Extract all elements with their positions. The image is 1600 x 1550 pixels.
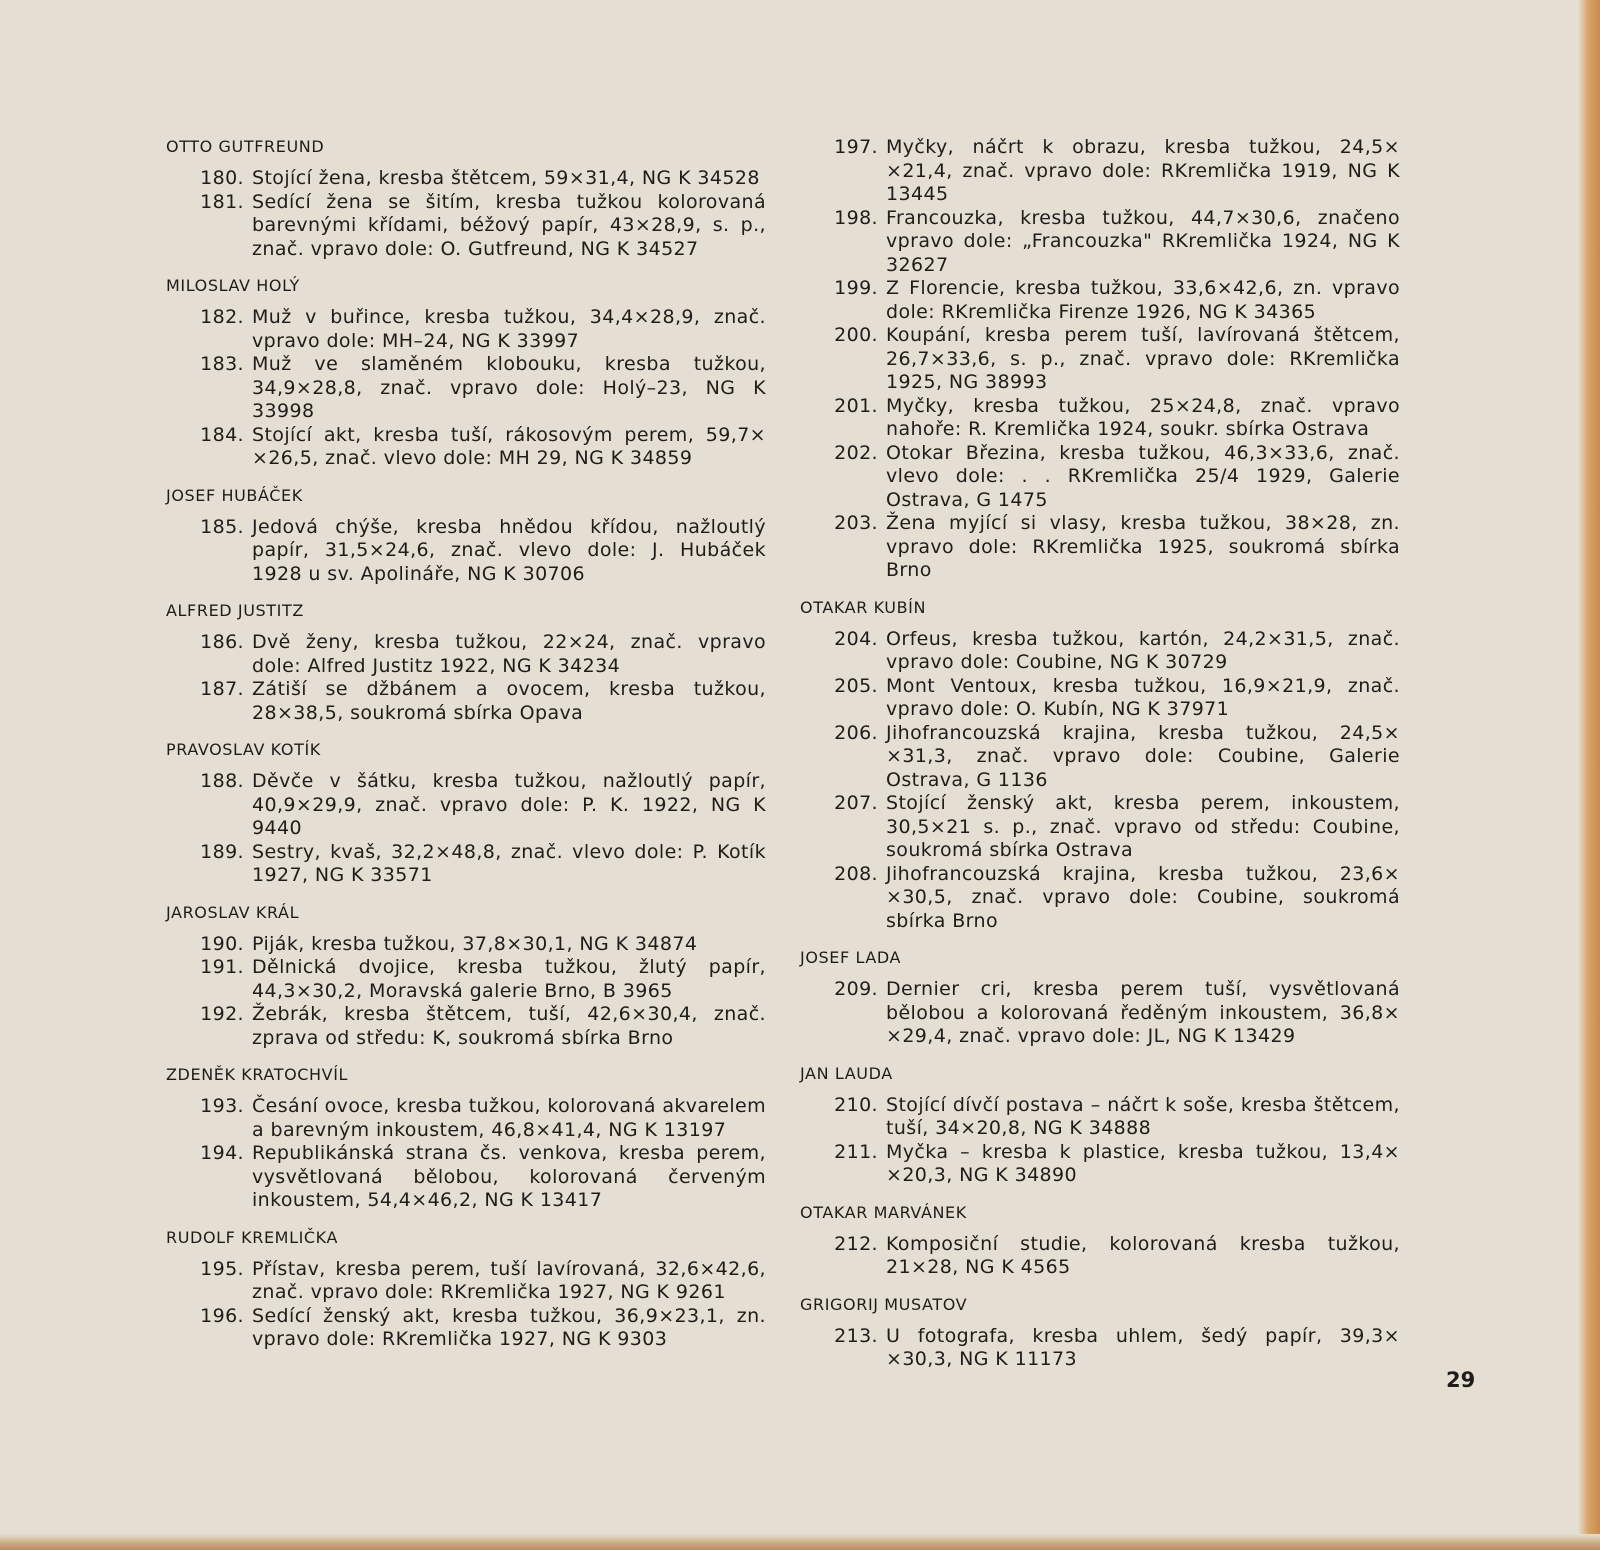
artist-section: [800, 136, 1400, 583]
entry-description: Dvě ženy, kresba tužkou, 22×24, znač. vpravo dole: Alfred Justitz 1922, NG K 34234: [252, 631, 766, 677]
artist-heading: OTAKAR MARVÁNEK: [800, 1202, 967, 1222]
catalog-entry: [800, 512, 1400, 583]
catalog-entry: [166, 956, 766, 1003]
entry-number: 191.: [200, 956, 244, 978]
artist-section: [800, 947, 1400, 1049]
catalog-column-right: [800, 136, 1400, 1386]
entry-description: Žena myjící si vlasy, kresba tužkou, 38×28, zn. vpravo dole: RKremlička 1925, soukromá sbírka Brno: [886, 512, 1400, 581]
entry-number: 203.: [834, 512, 878, 534]
entry-number: 182.: [200, 306, 244, 328]
entry-description: Zátiší se džbánem a ovocem, kresba tužkou, 28×38,5, soukromá sbírka Opava: [252, 678, 766, 724]
artist-section: [166, 136, 766, 261]
catalog-entry: [166, 770, 766, 841]
entry-description: Česání ovoce, kresba tužkou, kolorovaná akvarelem a barevným inkoustem, 46,8×41,4, NG K 13197: [252, 1095, 767, 1141]
catalog-entry: [800, 442, 1400, 513]
entry-description: Jihofrancouzská krajina, kresba tužkou, 23,6× ×30,5, znač. vpravo dole: Coubine, soukromá sbírka Brno: [886, 862, 1400, 932]
entry-description: Dělnická dvojice, kresba tužkou, žlutý papír, 44,3×30,2, Moravská galerie Brno, B 3965: [252, 956, 766, 1002]
entry-number: 197.: [834, 136, 878, 158]
artist-section: [166, 1064, 766, 1213]
entry-description: Děvče v šátku, kresba tužkou, nažloutlý papír, 40,9×29,9, znač. vpravo dole: P. K. 1922, NG K 9440: [252, 770, 766, 839]
catalog-entry: [166, 1095, 766, 1142]
catalog-entry: [800, 324, 1400, 395]
artist-section: [800, 597, 1400, 934]
catalog-entry: [166, 1305, 766, 1352]
entry-description: Muž v buřince, kresba tužkou, 34,4×28,9, znač. vpravo dole: MH–24, NG K 33997: [252, 306, 766, 352]
entry-description: Francouzka, kresba tužkou, 44,7×30,6, značeno vpravo dole: „Francouzka" RKremlička 1924, NG K 32627: [886, 206, 1400, 276]
artist-heading: JOSEF HUBÁČEK: [166, 485, 303, 505]
catalog-entry: [166, 167, 766, 191]
artist-heading: MILOSLAV HOLÝ: [166, 276, 300, 295]
entry-description: Stojící dívčí postava – náčrt k soše, kresba štětcem, tuší, 34×20,8, NG K 34888: [886, 1093, 1400, 1139]
catalog-entry: [800, 675, 1400, 722]
catalog-entry: [800, 277, 1400, 324]
artist-heading: GRIGORIJ MUSATOV: [800, 1294, 968, 1314]
entry-description: Z Florencie, kresba tužkou, 33,6×42,6, zn. vpravo dole: RKremlička Firenze 1926, NG K 34365: [886, 277, 1400, 323]
artist-heading: RUDOLF KREMLIČKA: [166, 1227, 339, 1247]
artist-heading: OTAKAR KUBÍN: [800, 597, 927, 617]
catalog-entry: [800, 1094, 1400, 1141]
entry-description: Přístav, kresba perem, tuší lavírovaná, 32,6×42,6, znač. vpravo dole: RKremlička 1927, NG K 9261: [252, 1257, 766, 1303]
page-number: 29: [1446, 1368, 1476, 1392]
catalog-entry: [166, 1003, 766, 1050]
entry-description: Stojící žena, kresba štětcem, 59×31,4, NG K 34528: [252, 167, 760, 189]
catalog-entry: [166, 631, 766, 678]
entry-number: 199.: [834, 277, 878, 299]
catalog-entry: [166, 1142, 766, 1213]
entry-number: 210.: [834, 1093, 878, 1116]
catalog-entry: [800, 207, 1400, 278]
entry-description: Komposiční studie, kolorovaná kresba tužkou, 21×28, NG K 4565: [886, 1232, 1400, 1278]
entry-number: 201.: [834, 394, 878, 417]
catalog-entry: [166, 678, 766, 725]
entry-number: 205.: [834, 674, 878, 697]
entry-description: Sedící ženský akt, kresba tužkou, 36,9×23,1, zn. vpravo dole: RKremlička 1927, NG K 9303: [252, 1304, 766, 1350]
catalog-entry: [800, 1325, 1400, 1372]
catalog-column-left: [166, 136, 766, 1366]
artist-section: [166, 600, 766, 725]
entry-description: Stojící akt, kresba tuší, rákosovým perem, 59,7× ×26,5, znač. vlevo dole: MH 29, NG K 34859: [252, 423, 766, 469]
catalog-entry: [800, 136, 1400, 207]
entry-number: 213.: [834, 1324, 878, 1347]
entry-number: 180.: [200, 167, 244, 189]
catalog-entry: [166, 1258, 766, 1305]
entry-number: 188.: [200, 770, 244, 792]
entry-number: 186.: [200, 631, 244, 653]
catalog-entry: [166, 516, 766, 587]
artist-heading: PRAVOSLAV KOTÍK: [166, 740, 321, 759]
entry-number: 185.: [200, 515, 244, 538]
entry-number: 192.: [200, 1003, 244, 1025]
catalog-entry: [800, 978, 1400, 1049]
page-edge-right: [1578, 0, 1600, 1550]
entry-number: 181.: [200, 190, 244, 213]
entry-number: 211.: [834, 1140, 878, 1163]
entry-description: Orfeus, kresba tužkou, kartón, 24,2×31,5, znač. vpravo dole: Coubine, NG K 30729: [886, 627, 1400, 673]
entry-description: Myčky, kresba tužkou, 25×24,8, znač. vpravo nahoře: R. Kremlička 1924, soukr. sbírka Ostrava: [886, 394, 1400, 440]
catalog-entry: [800, 1233, 1400, 1280]
entry-description: Piják, kresba tužkou, 37,8×30,1, NG K 34874: [252, 932, 698, 955]
entry-description: Myčky, náčrt k obrazu, kresba tužkou, 24,5× ×21,4, znač. vpravo dole: RKremlička 1919, NG K 13445: [886, 136, 1400, 205]
entry-description: Koupání, kresba perem tuší, lavírovaná štětcem, 26,7×33,6, s. p., znač. vpravo dole: RKremlička 1925, NG 38993: [886, 324, 1400, 393]
entry-number: 194.: [200, 1142, 244, 1164]
entry-number: 198.: [834, 206, 878, 229]
entry-number: 195.: [200, 1257, 244, 1280]
entry-description: Myčka – kresba k plastice, kresba tužkou, 13,4× ×20,3, NG K 34890: [886, 1140, 1400, 1186]
entry-number: 207.: [834, 792, 878, 814]
entry-number: 208.: [834, 862, 878, 885]
entry-number: 183.: [200, 353, 244, 375]
entry-description: Jedová chýše, kresba hnědou křídou, nažloutlý papír, 31,5×24,6, znač. vlevo dole: J. Hubáček 1928 u sv. Apolináře, NG K 30706: [252, 515, 766, 585]
entry-number: 184.: [200, 423, 244, 446]
entry-description: Jihofrancouzská krajina, kresba tužkou, 24,5× ×31,3, znač. vpravo dole: Coubine, Galerie Ostrava, G 1136: [886, 721, 1400, 791]
artist-section: [166, 275, 766, 471]
entry-number: 204.: [834, 627, 878, 650]
entry-number: 209.: [834, 978, 878, 1000]
entry-number: 206.: [834, 721, 878, 744]
entry-number: 212.: [834, 1232, 878, 1255]
catalog-entry: [166, 191, 766, 262]
catalog-entry: [166, 933, 766, 957]
entry-description: Otokar Březina, kresba tužkou, 46,3×33,6, znač. vlevo dole: . . RKremlička 25/4 1929, Galerie Ostrava, G 1475: [886, 441, 1400, 511]
entry-number: 187.: [200, 678, 244, 700]
artist-section: [166, 902, 766, 1051]
artist-section: [800, 1202, 1400, 1280]
artist-heading: ZDENĚK KRATOCHVÍL: [166, 1065, 349, 1084]
catalog-entry: [166, 424, 766, 471]
entry-description: Stojící ženský akt, kresba perem, inkoustem, 30,5×21 s. p., znač. vpravo od středu: Coubine, soukromá sbírka Ostrava: [886, 792, 1400, 861]
artist-section: [800, 1063, 1400, 1188]
artist-section: [166, 485, 766, 587]
entry-number: 193.: [200, 1095, 244, 1117]
artist-section: [166, 739, 766, 888]
entry-description: Mont Ventoux, kresba tužkou, 16,9×21,9, znač. vpravo dole: O. Kubín, NG K 37971: [886, 674, 1400, 720]
entry-description: U fotografa, kresba uhlem, šedý papír, 39,3× ×30,3, NG K 11173: [886, 1324, 1400, 1370]
entry-description: Sedící žena se šitím, kresba tužkou kolorovaná barevnými křídami, béžový papír, 43×28,9, s. p., znač. vpravo dole: O. Gutfreund, NG K 34527: [252, 190, 766, 260]
entry-number: 196.: [200, 1304, 244, 1327]
artist-heading: JOSEF LADA: [800, 948, 902, 967]
entry-description: Žebrák, kresba štětcem, tuší, 42,6×30,4, znač. zprava od středu: K, soukromá sbírka Brno: [252, 1003, 766, 1049]
entry-description: Dernier cri, kresba perem tuší, vysvětlovaná bělobou a kolorovaná ředěným inkoustem, 36,8× ×29,4, znač. vpravo dole: JL, NG K 13429: [886, 978, 1400, 1047]
catalog-entry: [800, 792, 1400, 863]
artist-section: [166, 1227, 766, 1352]
artist-heading: JAN LAUDA: [800, 1063, 893, 1083]
page-edge-bottom: [0, 1534, 1600, 1550]
entry-number: 202.: [834, 441, 878, 464]
artist-section: [800, 1294, 1400, 1372]
entry-number: 190.: [200, 932, 244, 955]
entry-description: Republikánská strana čs. venkova, kresba perem, vysvětlovaná bělobou, kolorovaná červeným inkoustem, 54,4×46,2, NG K 13417: [252, 1142, 766, 1211]
entry-description: Sestry, kvaš, 32,2×48,8, znač. vlevo dole: P. Kotík 1927, NG K 33571: [252, 840, 766, 886]
catalog-entry: [800, 395, 1400, 442]
catalog-entry: [800, 1141, 1400, 1188]
catalog-entry: [800, 863, 1400, 934]
entry-description: Muž ve slaměném klobouku, kresba tužkou, 34,9×28,8, znač. vpravo dole: Holý–23, NG K 33998: [252, 353, 766, 422]
entry-number: 189.: [200, 840, 244, 863]
artist-heading: ALFRED JUSTITZ: [166, 601, 304, 620]
artist-heading: JAROSLAV KRÁL: [166, 902, 300, 922]
catalog-entry: [166, 306, 766, 353]
catalog-entry: [166, 353, 766, 424]
catalog-entry: [800, 628, 1400, 675]
catalog-entry: [800, 722, 1400, 793]
catalog-entry: [166, 841, 766, 888]
artist-heading: OTTO GUTFREUND: [166, 137, 325, 156]
entry-number: 200.: [834, 324, 878, 346]
